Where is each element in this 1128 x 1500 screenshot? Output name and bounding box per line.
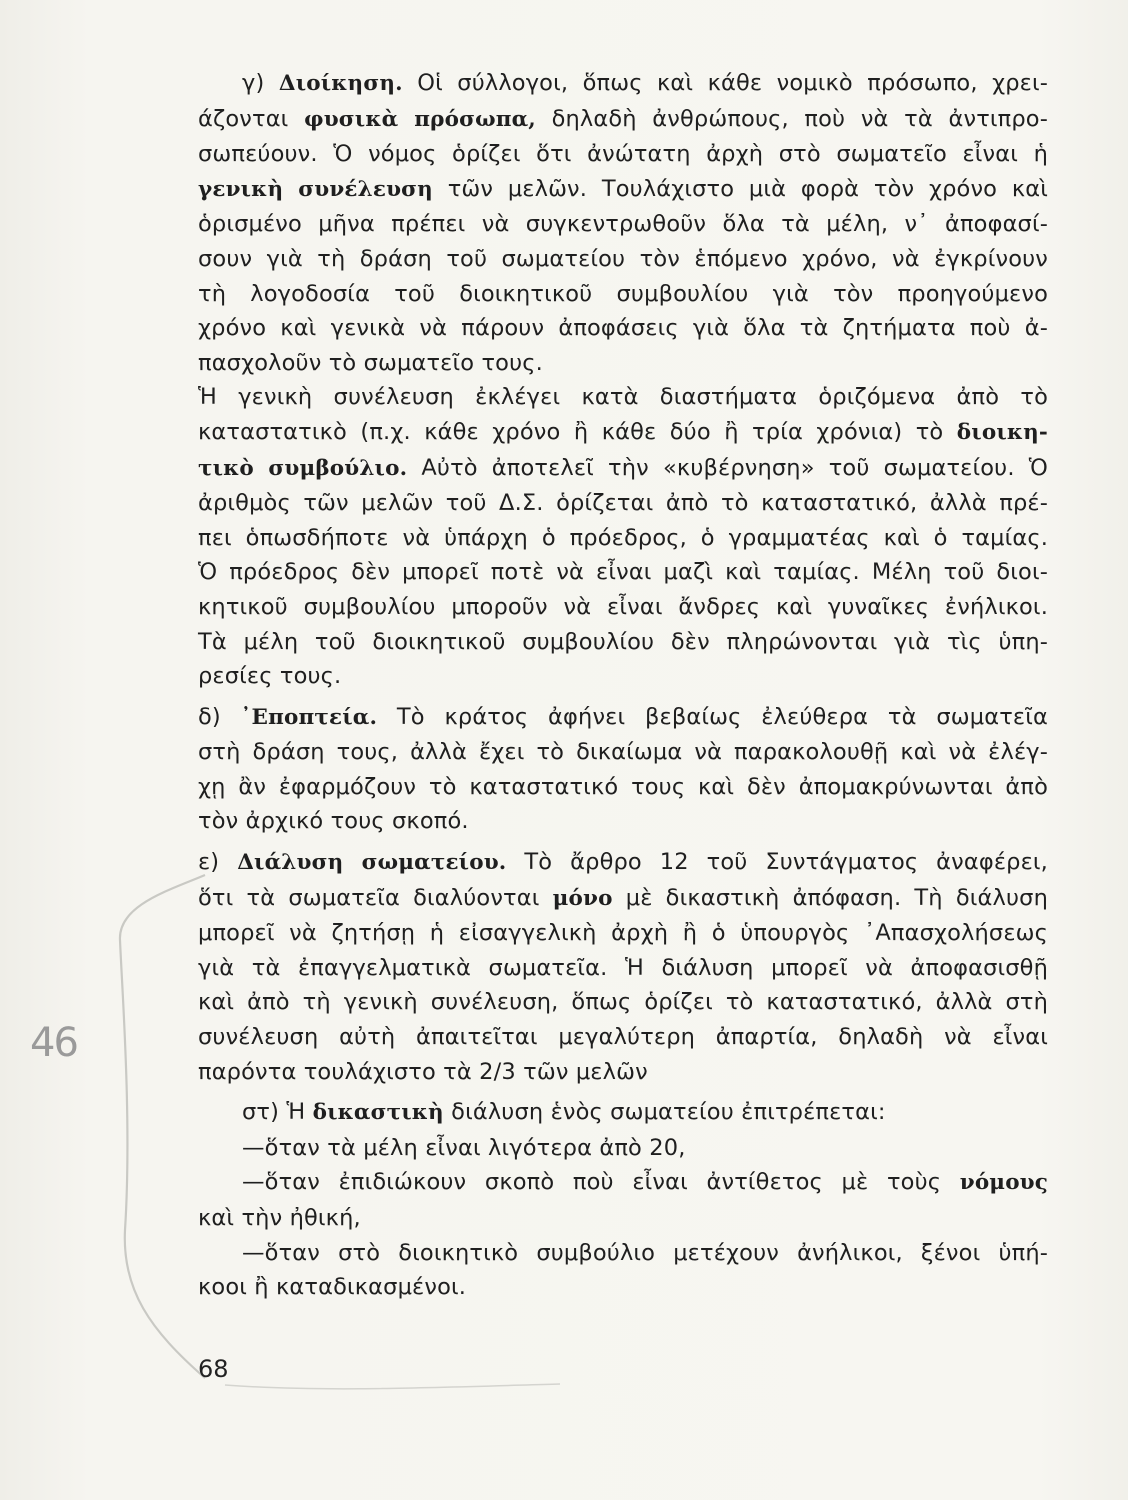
paragraph-supervision: δ) ᾽Εποπτεία. Τὸ κράτος ἀφήνει βεβαίως ἐλεύθερα τὰ σωματεῖα στὴ δράση τους, ἀλλὰ ἔχει τὸ δικαίωμα νὰ παρακολουθῇ καὶ νὰ ἐλέγ- χῃ ἂν ἐφαρμόζουν τὸ καταστατικό τους καὶ δὲν ἀπομακρύνωνται ἀπὸ τὸν ἀρχικό τους σκοπό. xyxy=(198,703,1048,835)
paragraph-board: Ἡ γενικὴ συνέλευση ἐκλέγει κατὰ διαστήματα ὁριζόμενα ἀπὸ τὸ καταστατικὸ (π.χ. κάθε χρόνο ἢ κάθε δύο ἢ τρία χρόνια) τὸ διοικη- τικὸ συμβούλιο. Αὐτὸ ἀποτελεῖ τὴν «κυβέρνηση» τοῦ σωματείου. Ὁ ἀριθμὸς τῶν μελῶν τοῦ Δ.Σ. ὁρίζεται ἀπὸ τὸ καταστατικό, ἀλλὰ πρέ- πει ὁπωσδήποτε νὰ ὑπάρχη ὁ πρόεδρος, ὁ γραμματέας καὶ ὁ ταμίας. Ὁ πρόεδρος δὲν μπορεῖ ποτὲ νὰ εἶναι μαζὶ καὶ ταμίας. Μέλη τοῦ διοι- κητικοῦ συμβουλίου μποροῦν νὰ εἶναι ἄνδρες καὶ γυναῖκες ἐνήλικοι. Τὰ μέλη τοῦ διοικητικοῦ συμβουλίου δὲν πληρώνονται γιὰ τὶς ὑπη- ρεσίες τους. xyxy=(198,384,1048,690)
heading-governance: Διοίκηση. xyxy=(278,71,403,96)
heading-supervision: ᾽Εποπτεία. xyxy=(240,704,378,730)
body-text xyxy=(198,66,1048,1305)
heading-dissolution: Διάλυση σωματείου. xyxy=(237,850,507,876)
paragraph-governance: γ) Διοίκηση. Οἱ σύλλογοι, ὅπως καὶ κάθε νομικὸ πρόσωπο, χρει- άζονται φυσικὰ πρόσωπα, δηλαδὴ ἀνθρώπους, ποὺ νὰ τὰ ἀντιπρο- σωπεύουν. Ὁ νόμος ὁρίζει ὅτι ἀνώτατη ἀρχὴ στὸ σωματεῖο εἶναι ἡ γενικὴ συνέλευση τῶν μελῶν. Τουλάχιστο μιὰ φορὰ τὸν χρόνο καὶ ὁρισμένο μῆνα πρέπει νὰ συγκεντρωθοῦν ὅλα τὰ μέλη, ν᾽ ἀποφασί- σουν γιὰ τὴ δράση τοῦ σωματείου τὸν ἑπόμενο χρόνο, νὰ ἐγκρίνουν τὴ λογοδοσία τοῦ διοικητικοῦ συμβουλίου γιὰ τὸν προηγούμενο χρόνο καὶ γενικὰ νὰ πάρουν ἀποφάσεις γιὰ ὅλα τὰ ζητήματα ποὺ ἀ- πασχολοῦν τὸ σωματεῖο τους. xyxy=(198,70,1048,376)
list-item: —ὅταν στὸ διοικητικὸ συμβούλιο μετέχουν ἀνήλικοι, ξένοι ὑπή- xyxy=(242,1239,1048,1266)
paragraph-dissolution: ε) Διάλυση σωματείου. Τὸ ἄρθρο 12 τοῦ Συντάγματος ἀναφέρει, ὅτι τὰ σωματεῖα διαλύονται μόνο μὲ δικαστικὴ ἀπόφαση. Τὴ διάλυση μπορεῖ νὰ ζητήσῃ ἡ εἰσαγγελικὴ ἀρχὴ ἢ ὁ ὑπουργὸς ᾽Απασχολήσεως γιὰ τὰ ἐπαγγελματικὰ σωματεῖα. Ἡ διάλυση μπορεῖ νὰ ἀποφασισθῇ καὶ ἀπὸ τὴ γενικὴ συνέλευση, ὅπως ὁρίζει τὸ καταστατικό, ἀλλὰ στὴ συνέλευση αὐτὴ ἀπαιτεῖται μεγαλύτερη ἀπαρτία, δηλαδὴ νὰ εἶναι παρόντα τουλάχιστο τὰ 2/3 τῶν μελῶν xyxy=(198,849,1048,1085)
paragraph-judicial-dissolution: στ) Ἡ δικαστικὴ διάλυση ἑνὸς σωματείου ἐπιτρέπεται: —ὅταν τὰ μέλη εἶναι λιγότερα ἀπὸ 20, —ὅταν ἐπιδιώκουν σκοπὸ ποὺ εἶναι ἀντίθετος μὲ τοὺς νόμους καὶ τὴν ἠθική, —ὅταν στὸ διοικητικὸ συμβούλιο μετέχουν ἀνήλικοι, ξένοι ὑπή- κοοι ἢ καταδικασμένοι. xyxy=(198,1099,1048,1301)
list-item: —ὅταν τὰ μέλη εἶναι λιγότερα ἀπὸ 20, xyxy=(242,1134,686,1161)
list-item: —ὅταν ἐπιδιώκουν σκοπὸ ποὺ εἶναι ἀντίθετος μὲ τοὺς νόμους xyxy=(242,1169,1048,1196)
page-number: 68 xyxy=(198,1355,229,1383)
margin-pencil-note: 46 xyxy=(30,1020,77,1066)
